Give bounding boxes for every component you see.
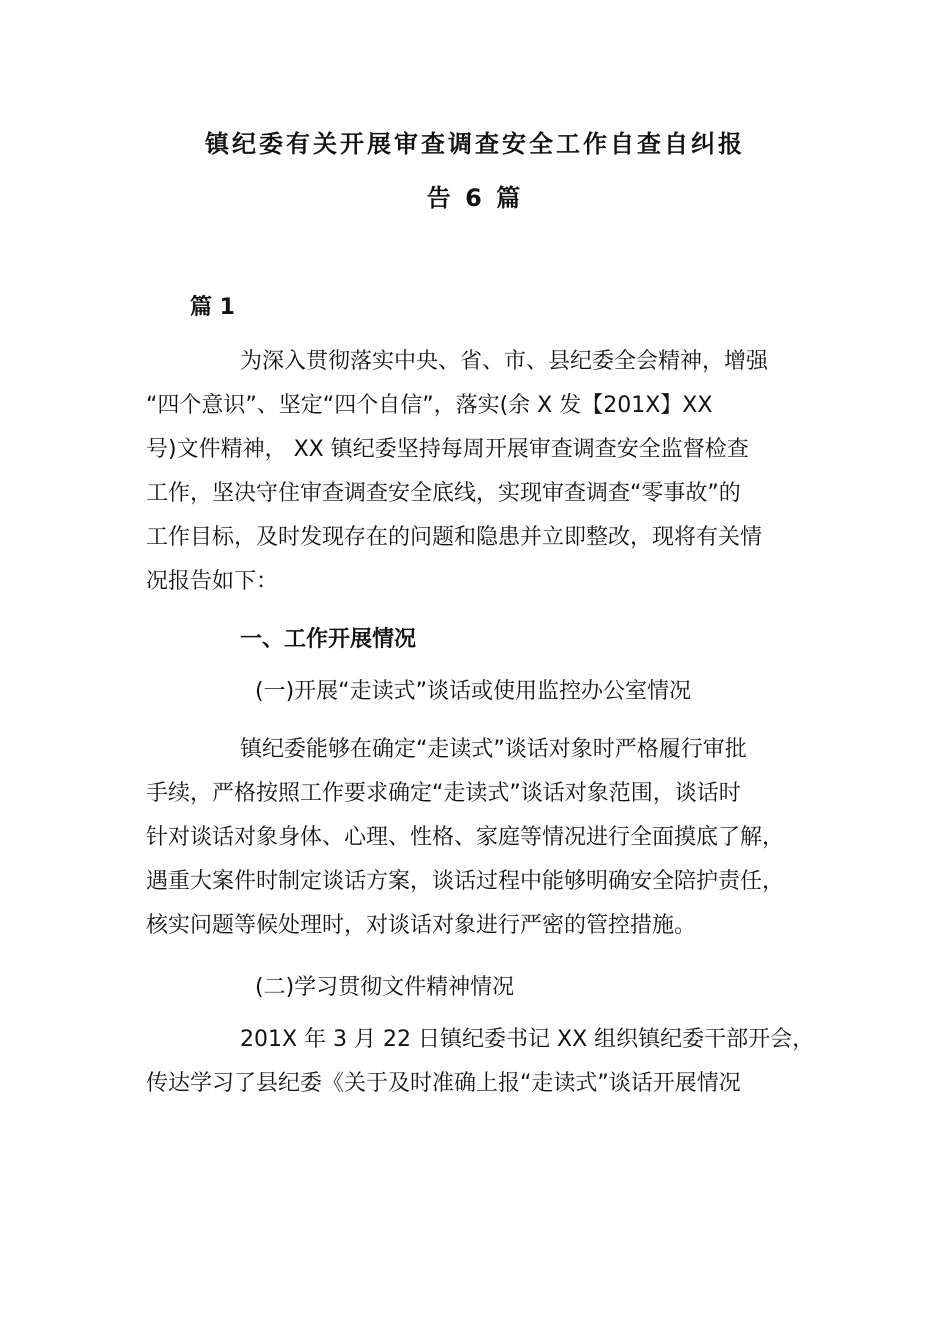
paragraph-line: 工作，坚决守住审查调查安全底线，实现审查调查“零事故”的 <box>146 481 741 506</box>
paragraph-line: 工作目标，及时发现存在的问题和隐患并立即整改，现将有关情 <box>146 525 763 550</box>
paragraph-line: 核实问题等候处理时，对谈话对象进行严密的管控措施。 <box>146 913 697 938</box>
intro-paragraph <box>146 340 810 604</box>
paragraph-line: 号)文件精神， XX 镇纪委坚持每周开展审查调查安全监督检查 <box>146 437 749 462</box>
paragraph-study-documents <box>146 1018 815 1106</box>
subheading-study-documents: (二)学习贯彻文件精神情况 <box>255 975 515 1000</box>
subheading-walk-in-talks: (一)开展“走读式”谈话或使用监控办公室情况 <box>255 679 691 704</box>
heading-work-progress: 一、工作开展情况 <box>240 627 417 652</box>
paragraph-line: 遇重大案件时制定谈话方案，谈话过程中能够明确安全陪护责任， <box>146 869 785 894</box>
document-title-line-1: 镇纪委有关开展审查调查安全工作自查自纠报 <box>205 130 745 158</box>
paragraph-line: 手续，严格按照工作要求确定“走读式”谈话对象范围，谈话时 <box>146 781 741 806</box>
document-title-line-2: 告 6 篇 <box>426 184 524 212</box>
paragraph-line: “四个意识”、坚定“四个自信”，落实(余 X 发【201X】XX <box>146 393 713 418</box>
paragraph-line: 况报告如下： <box>146 569 279 594</box>
section-label: 篇 1 <box>190 295 235 320</box>
paragraph-line: 镇纪委能够在确定“走读式”谈话对象时严格履行审批 <box>240 737 747 762</box>
paragraph-line: 201X 年 3 月 22 日镇纪委书记 XX 组织镇纪委干部开会， <box>240 1027 815 1052</box>
paragraph-line: 为深入贯彻落实中央、省、市、县纪委全会精神，增强 <box>240 349 769 374</box>
paragraph-walk-in-talks <box>146 728 810 948</box>
paragraph-line: 传达学习了县纪委《关于及时准确上报“走读式”谈话开展情况 <box>146 1071 741 1096</box>
paragraph-line: 针对谈话对象身体、心理、性格、家庭等情况进行全面摸底了解， <box>146 825 785 850</box>
